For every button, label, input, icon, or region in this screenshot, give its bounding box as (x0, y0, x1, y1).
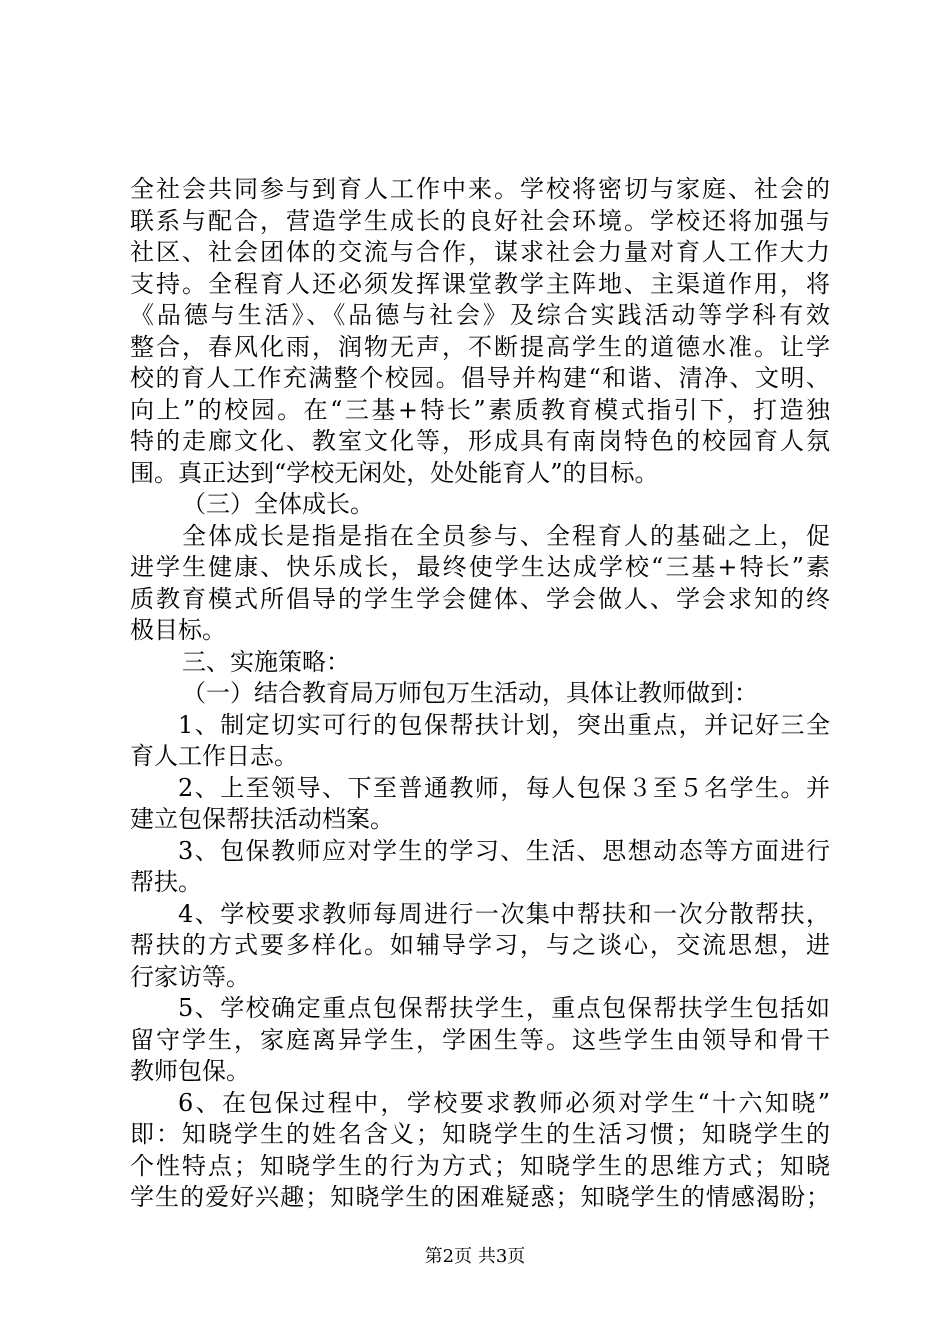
text-line: 帮扶的方式要多样化。如辅导学习，与之谈心，交流思想，进 (130, 931, 830, 959)
text-line: 校的育人工作充满整个校园。倡导并构建“和谐、清净、文明、 (130, 364, 830, 392)
text-line: 全社会共同参与到育人工作中来。学校将密切与家庭、社会的 (130, 175, 830, 203)
text-line: 6、在包保过程中，学校要求教师必须对学生“十六知晓” (178, 1088, 830, 1117)
section-heading: （一）结合教育局万师包万生活动，具体让教师做到： (182, 679, 758, 707)
text-line: 个性特点；知晓学生的行为方式；知晓学生的思维方式；知晓 (130, 1151, 830, 1180)
text-line: 质教育模式所倡导的学生学会健体、学会做人、学会求知的终 (130, 584, 830, 613)
text-line: 5、学校确定重点包保帮扶学生，重点包保帮扶学生包括如 (178, 994, 830, 1022)
page-number-footer: 第2页 共3页 (424, 1246, 526, 1267)
section-heading: （三）全体成长。 (182, 490, 374, 518)
text-line: 学生的爱好兴趣；知晓学生的困难疑惑；知晓学生的情感渴盼； (130, 1183, 830, 1211)
text-line: 《品德与生活》、《品德与社会》及综合实践活动等学科有效 (130, 301, 830, 329)
text-line: 建立包保帮扶活动档案。 (130, 805, 394, 833)
text-line: 2、上至领导、下至普通教师，每人包保３至５名学生。并 (178, 773, 830, 802)
text-line: 全体成长是指是指在全员参与、全程育人的基础之上，促 (182, 521, 830, 550)
text-line: 进学生健康、快乐成长，最终使学生达成学校“三基+特长”素 (130, 553, 830, 581)
text-line: 4、学校要求教师每周进行一次集中帮扶和一次分散帮扶， (178, 899, 830, 928)
text-line: 3、包保教师应对学生的学习、生活、思想动态等方面进行 (178, 836, 830, 865)
text-line: 1、制定切实可行的包保帮扶计划，突出重点，并记好三全 (178, 710, 830, 739)
text-line: 联系与配合，营造学生成长的良好社会环境。学校还将加强与 (130, 206, 830, 235)
section-heading: 三、实施策略： (182, 647, 350, 676)
text-line: 特的走廊文化、教室文化等，形成具有南岗特色的校园育人氛 (130, 427, 830, 455)
body-text (130, 174, 830, 1214)
text-line: 帮扶。 (130, 868, 202, 896)
text-line: 向上”的校园。在“三基+特长”素质教育模式指引下，打造独 (130, 395, 830, 424)
text-line: 支持。全程育人还必须发挥课堂教学主阵地、主渠道作用，将 (130, 269, 830, 298)
text-line: 整合，春风化雨，润物无声，不断提高学生的道德水准。让学 (130, 332, 830, 361)
text-line: 育人工作日志。 (130, 742, 298, 770)
text-line: 围。真正达到“学校无闲处，处处能育人”的目标。 (130, 458, 659, 487)
text-line: 即：知晓学生的姓名含义；知晓学生的生活习惯；知晓学生的 (130, 1120, 830, 1148)
text-line: 留守学生，家庭离异学生，学困生等。这些学生由领导和骨干 (130, 1025, 830, 1054)
text-line: 行家访等。 (130, 962, 250, 991)
text-line: 教师包保。 (130, 1057, 250, 1085)
text-line: 极目标。 (130, 616, 226, 644)
text-line: 社区、社会团体的交流与合作，谋求社会力量对育人工作大力 (130, 238, 830, 266)
